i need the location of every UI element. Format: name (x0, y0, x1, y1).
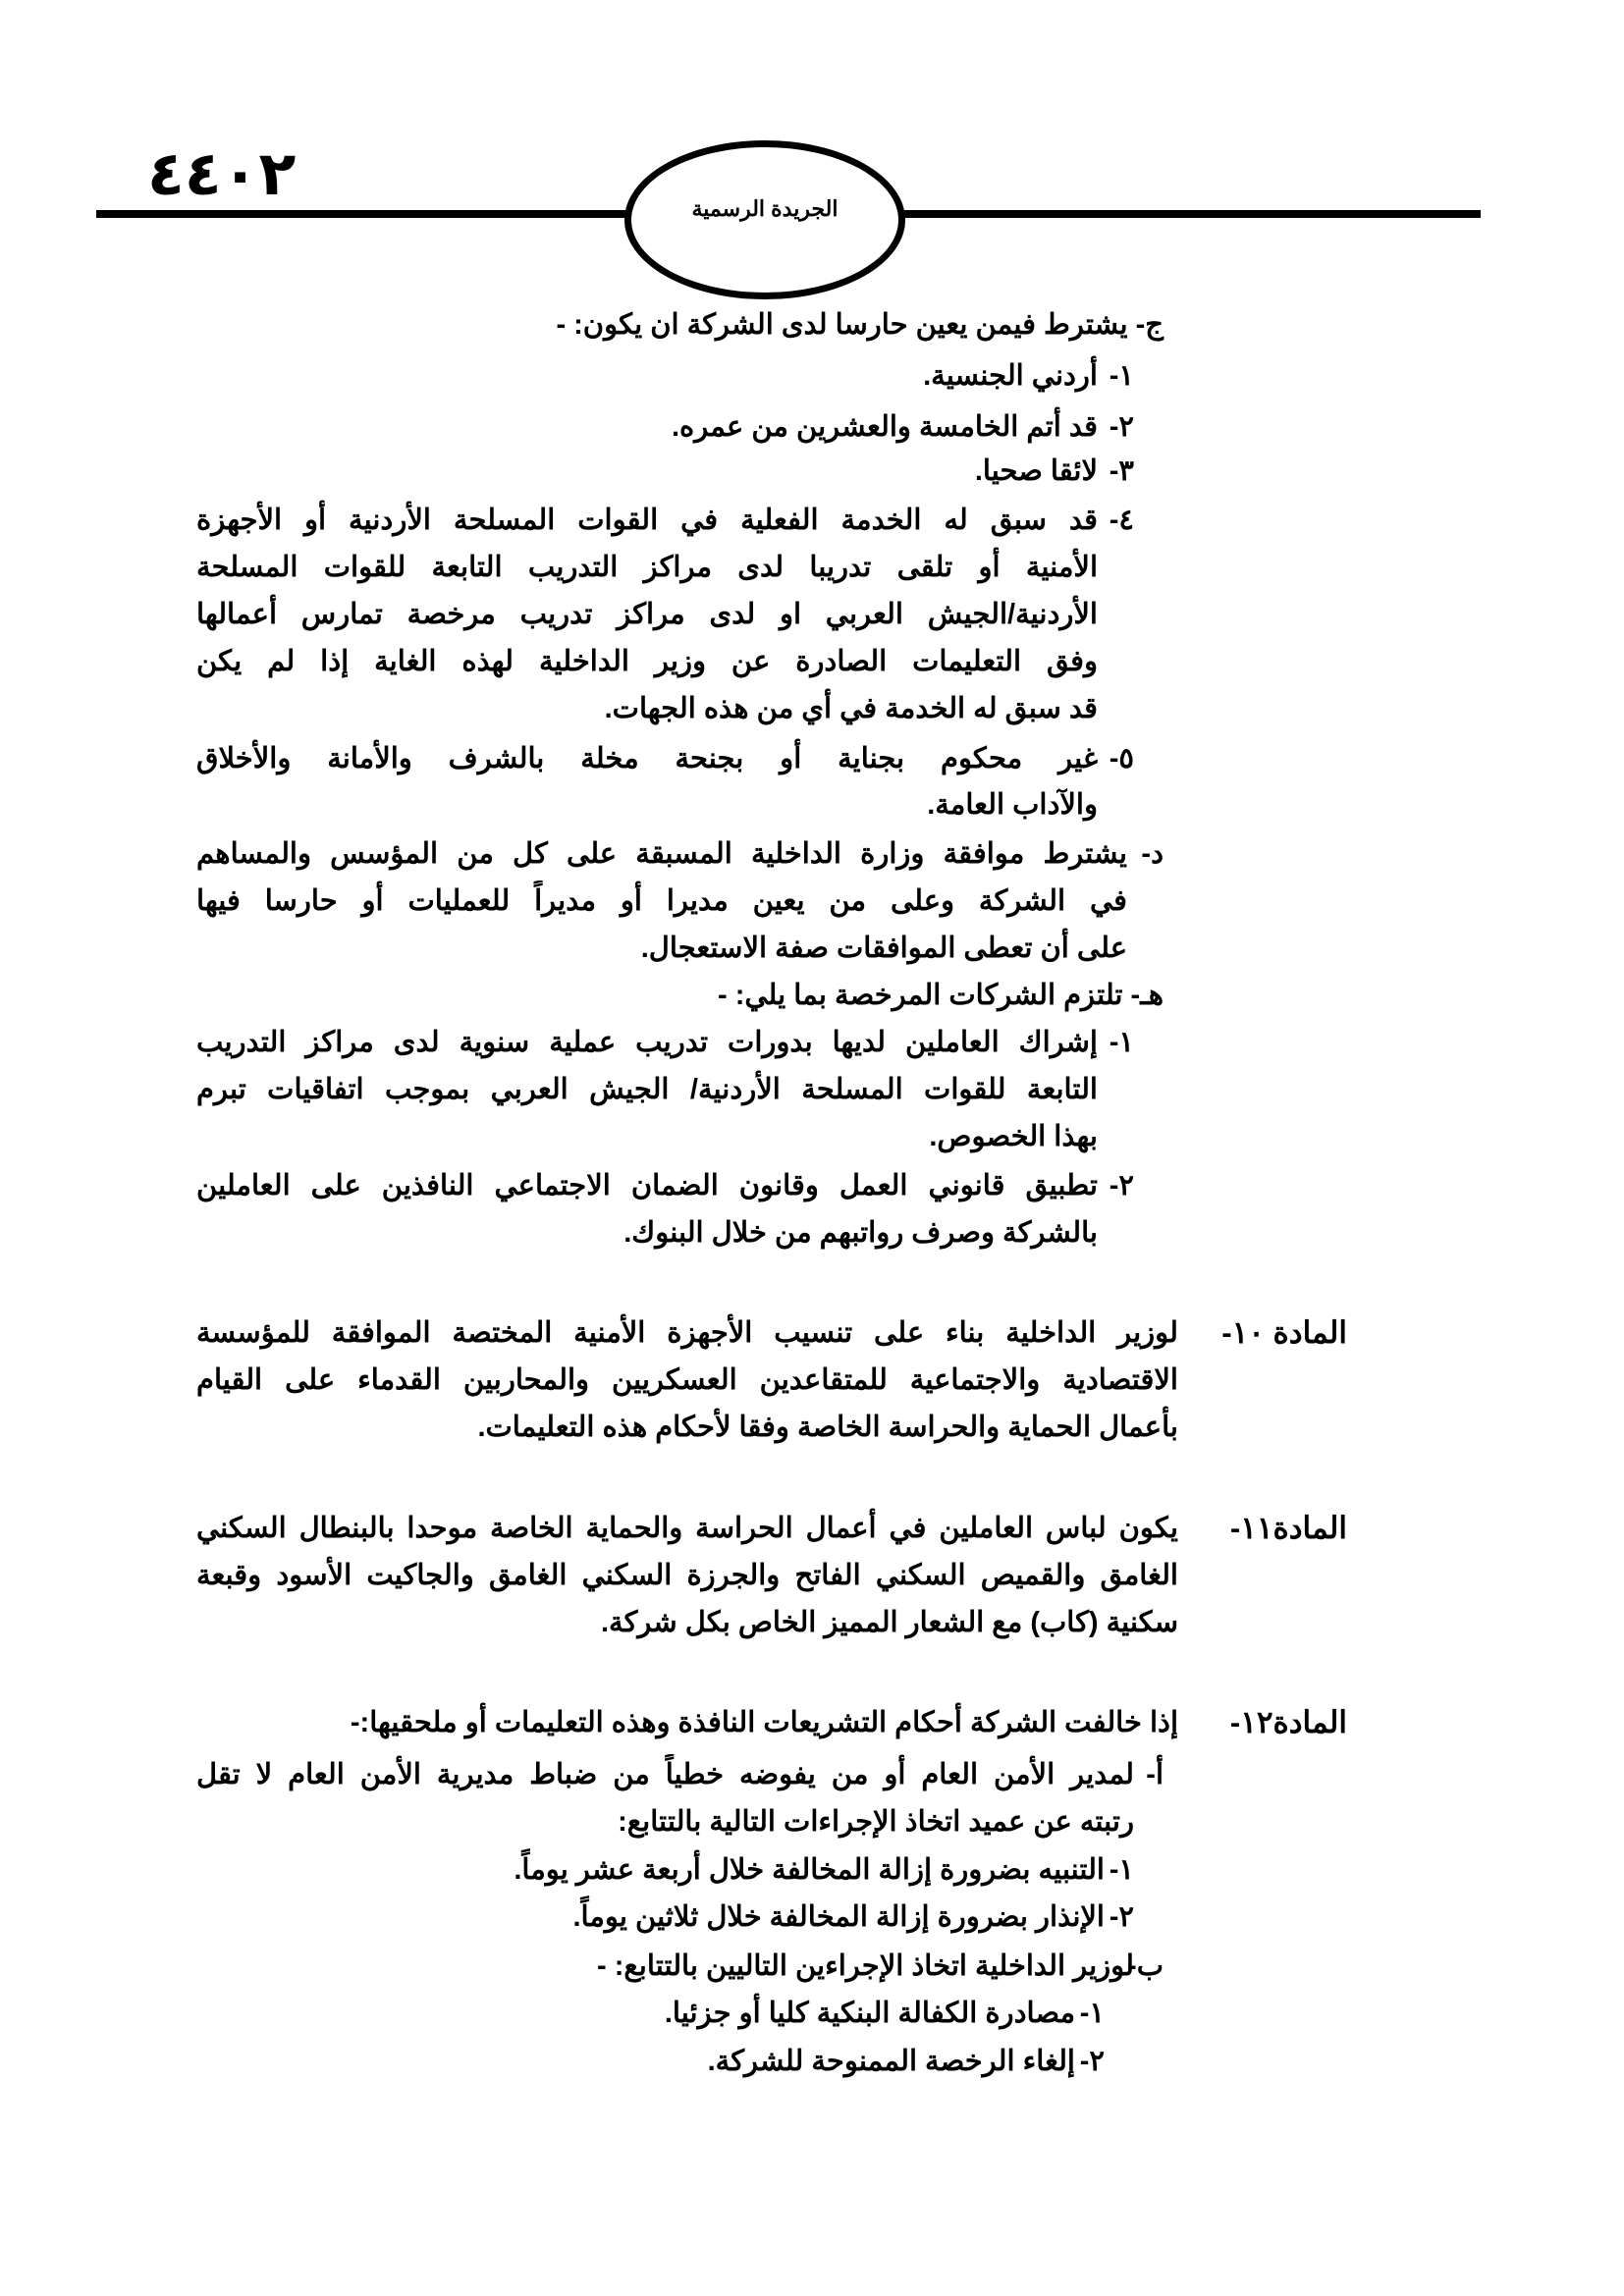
section-h-heading: هـ- تلتزم الشركات المرخصة بما يلي: - (718, 980, 1164, 1011)
item-marker: ١- (1079, 1998, 1105, 2029)
article-11-text: يكون لباس العاملين في أعمال الحراسة والحماية الخاصة موحدا بالبنطال السكني (196, 1513, 1178, 1544)
item-text: الإنذار بضرورة إزالة المخالفة خلال ثلاثين يوماً. (572, 1901, 1105, 1933)
item-marker: ١- (1109, 1027, 1134, 1058)
article-10-text: بأعمال الحماية والحراسة الخاصة وفقا لأحكام هذه التعليمات. (477, 1412, 1178, 1443)
section-c-heading: ج- يشترط فيمن يعين حارسا لدى الشركة ان يكون: - (556, 309, 1164, 341)
section-d-text: في الشركة وعلى من يعين مديرا أو مديراً للعمليات أو حارسا فيها (196, 885, 1127, 917)
article-11-text: سكنية (كاب) مع الشعار المميز الخاص بكل شركة. (600, 1607, 1178, 1638)
article-10-label: المادة ١٠- (1221, 1315, 1347, 1350)
item-marker: ٣- (1109, 455, 1134, 487)
article-11-label: المادة١١- (1229, 1511, 1347, 1545)
item-text: مصادرة الكفالة البنكية كليا أو جزئيا. (664, 1998, 1075, 2029)
clause-b-text: لوزير الداخلية اتخاذ الإجراءين التاليين بالتتابع: - (597, 1950, 1134, 1982)
item-text: والآداب العامة. (927, 789, 1098, 821)
item-marker: ٢- (1109, 1901, 1134, 1933)
item-text: بالشركة وصرف رواتبهم من خلال البنوك. (623, 1217, 1098, 1249)
section-d-text: على أن تعطى الموافقات صفة الاستعجال. (640, 933, 1127, 964)
item-marker: ٢- (1079, 2046, 1105, 2077)
item-text: إلغاء الرخصة الممنوحة للشركة. (707, 2046, 1075, 2077)
item-text: وفق التعليمات الصادرة عن وزير الداخلية لهذه الغاية إذا لم يكن (196, 646, 1098, 677)
article-11-text: الغامق والقميص السكني الفاتح والجرزة السكني الغامق والجاكيت الأسود وقبعة (196, 1560, 1178, 1591)
article-10-text: لوزير الداخلية بناء على تنسيب الأجهزة الأمنية المختصة الموافقة للمؤسسة (196, 1317, 1178, 1349)
article-10-text: الاقتصادية والاجتماعية للمتقاعدين العسكريين والمحاربين القدماء على القيام (196, 1364, 1178, 1396)
item-text: إشراك العاملين لديها بدورات تدريب عملية سنوية لدى مراكز التدريب (196, 1027, 1098, 1058)
section-d-marker: د- (1141, 838, 1164, 870)
item-text: الأمنية أو تلقى تدريبا لدى مراكز التدريب التابعة للقوات المسلحة (196, 552, 1098, 583)
item-text: قد سبق له الخدمة الفعلية في القوات المسلحة الأردنية أو الأجهزة (196, 505, 1098, 536)
item-text: الأردنية/الجيش العربي او لدى مراكز تدريب مرخصة تمارس أعمالها (196, 599, 1098, 630)
item-marker: ١- (1109, 360, 1134, 392)
item-text: التابعة للقوات المسلحة الأردنية/ الجيش العربي بموجب اتفاقيات تبرم (196, 1074, 1098, 1105)
clause-a-text: لمدير الأمن العام أو من يفوضه خطياً من ضباط مديرية الأمن العام لا تقل (196, 1759, 1134, 1790)
article-12-label: المادة١٢- (1229, 1705, 1347, 1739)
item-marker: ٢- (1109, 1170, 1134, 1201)
item-text: قد أتم الخامسة والعشرين من عمره. (671, 411, 1098, 443)
item-text: التنبيه بضرورة إزالة المخالفة خلال أربعة عشر يوماً. (514, 1854, 1105, 1886)
item-text: لائقا صحيا. (974, 455, 1098, 487)
clause-b-marker: ب- (1127, 1950, 1164, 1982)
gazette-title: الجريدة الرسمية (691, 196, 839, 221)
clause-a-text: رتبته عن عميد اتخاذ الإجراءات التالية بالتتابع: (618, 1806, 1134, 1838)
item-text: قد سبق له الخدمة في أي من هذه الجهات. (604, 693, 1098, 724)
item-text: تطبيق قانوني العمل وقانون الضمان الاجتماعي النافذين على العاملين (196, 1170, 1098, 1201)
item-marker: ٢- (1109, 411, 1134, 443)
page-number: ٤٤٠٢ (147, 137, 297, 209)
item-text: أردني الجنسية. (923, 360, 1098, 392)
item-marker: ٥- (1109, 743, 1134, 774)
item-marker: ١- (1109, 1854, 1134, 1886)
article-12-intro: إذا خالفت الشركة أحكام التشريعات النافذة وهذه التعليمات أو ملحقيها:- (350, 1707, 1178, 1738)
item-marker: ٤- (1109, 505, 1134, 536)
clause-a-marker: أ- (1146, 1759, 1164, 1790)
item-text: بهذا الخصوص. (929, 1121, 1098, 1152)
item-text: غير محكوم بجناية أو بجنحة مخلة بالشرف والأمانة والأخلاق (196, 743, 1098, 774)
section-d-text: يشترط موافقة وزارة الداخلية المسبقة على كل من المؤسس والمساهم (196, 838, 1127, 870)
